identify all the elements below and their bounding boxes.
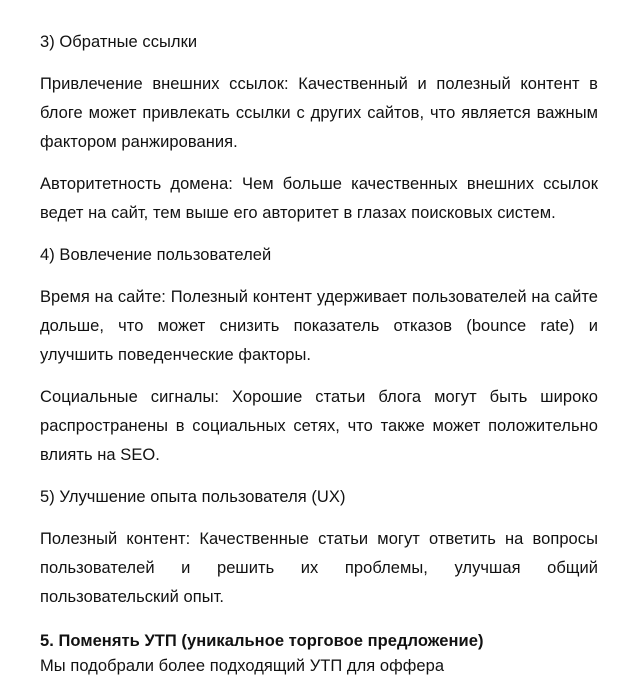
section-heading-ux: 5) Улучшение опыта пользователя (UX) <box>40 488 346 506</box>
section-heading-user-engagement: 4) Вовлечение пользователей <box>40 246 272 264</box>
paragraph-time-on-site: Время на сайте: Полезный контент удерживает пользователей на сайте дольше, что может снизить показатель отказов (bounce rate) и улучшить поведенческие факторы. <box>40 288 598 364</box>
paragraph-external-links: Привлечение внешних ссылок: Качественный и полезный контент в блоге может привлекать ссылки с других сайтов, что является важным фактором ранжирования. <box>40 75 598 151</box>
paragraph-domain-authority: Авторитетность домена: Чем больше качественных внешних ссылок ведет на сайт, тем выше его авторитет в глазах поисковых систем. <box>40 175 598 222</box>
final-section-heading-usp: 5. Поменять УТП (уникальное торговое предложение) <box>40 632 484 650</box>
final-section <box>40 629 598 679</box>
paragraph-social-signals: Социальные сигналы: Хорошие статьи блога могут быть широко распространены в социальных сетях, что также может положительно влиять на SEO. <box>40 388 598 464</box>
paragraph-useful-content: Полезный контент: Качественные статьи могут ответить на вопросы пользователей и решить их проблемы, улучшая общий пользовательский опыт. <box>40 530 598 606</box>
document-body <box>40 28 598 679</box>
final-section-subtext: Мы подобрали более подходящий УТП для оффера <box>40 657 445 675</box>
section-heading-backlinks: 3) Обратные ссылки <box>40 33 198 51</box>
